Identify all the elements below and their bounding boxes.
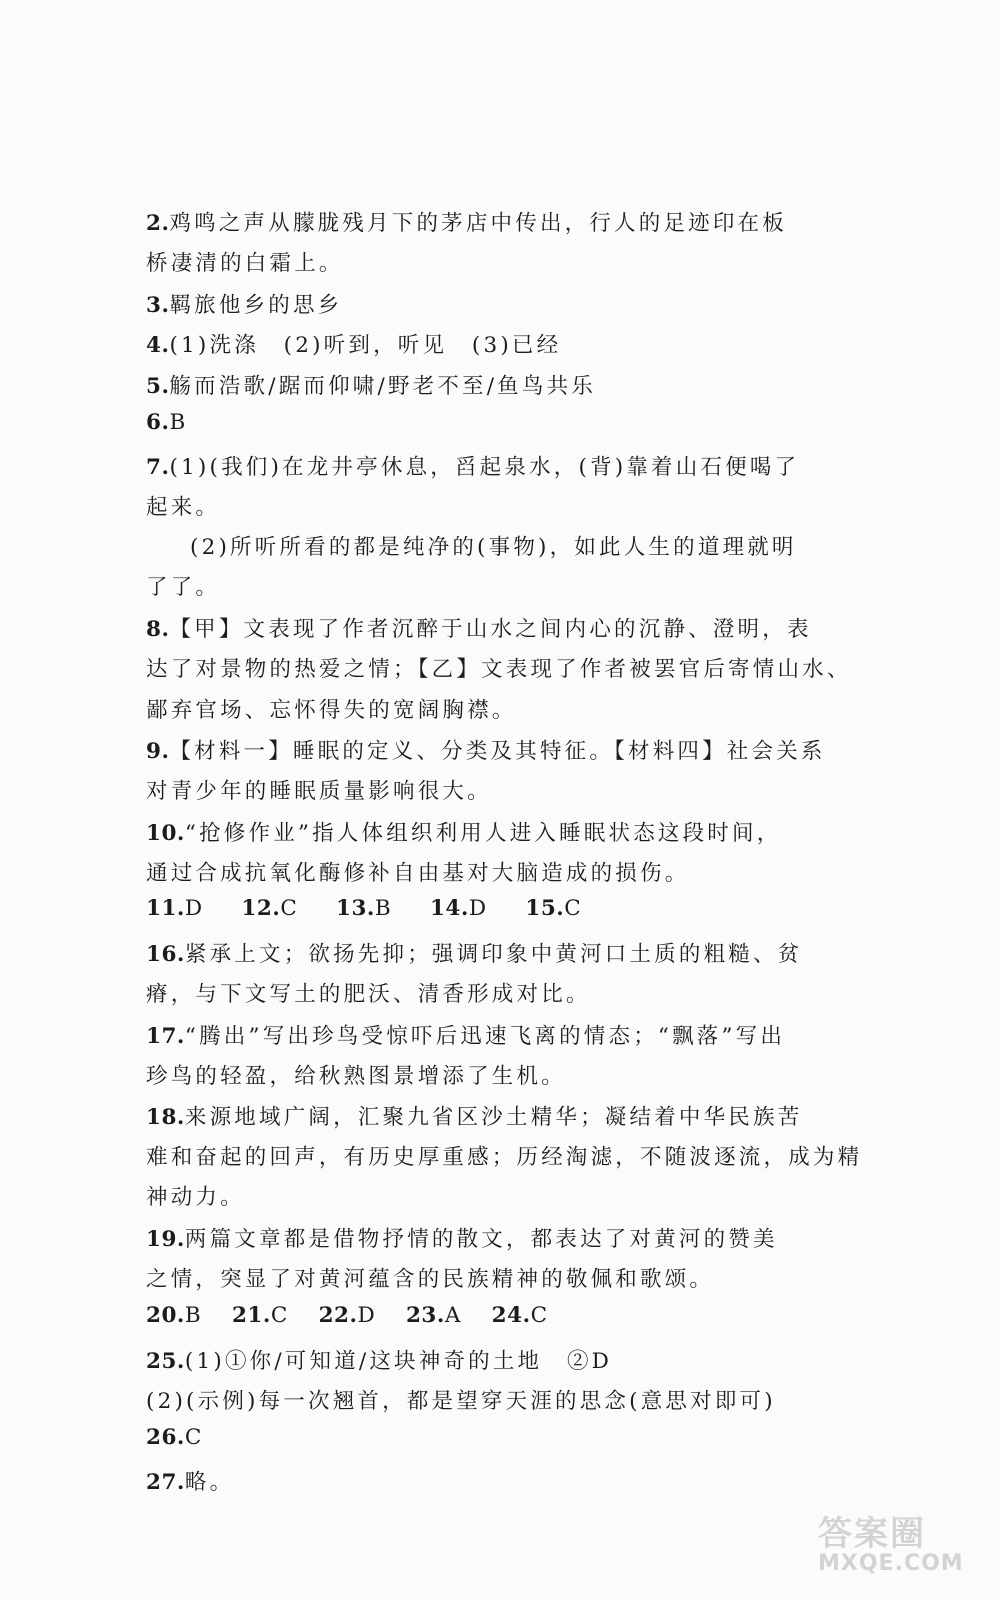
answer-18-line-3: 神动力。 (146, 1185, 245, 1210)
answer-3: 3.羁旅他乡的思乡 (146, 293, 343, 318)
answer-8-line-3: 鄙弃官场、忘怀得失的宽阔胸襟。 (146, 698, 517, 723)
answer-19-line-2: 之情，突显了对黄河蕴含的民族精神的敬佩和歌颂。 (146, 1267, 715, 1292)
answer-25-line-2: (2)(示例)每一次翘首，都是望穿天涯的思念(意思对即可) (146, 1389, 776, 1414)
answer-17-line-1: 17.“腾出”写出珍鸟受惊吓后迅速飞离的情态；“飘落”写出 (146, 1024, 786, 1049)
answer-25-line-1: 25.(1)①你/可知道/这块神奇的土地 ②D (146, 1349, 613, 1374)
answer-4: 4.(1)洗涤 (2)听到，听见 (3)已经 (146, 333, 562, 358)
watermark-logo: 答案圈 MXQE.COM (818, 1514, 964, 1576)
answer-8-line-1: 8.【甲】文表现了作者沉醉于山水之间内心的沉静、澄明，表 (146, 617, 812, 642)
answer-7-line-1: 7.(1)(我们)在龙井亭休息，舀起泉水，(背)靠着山石便喝了 (146, 455, 800, 480)
answer-9-line-1: 9.【材料一】睡眠的定义、分类及其特征。【材料四】社会关系 (146, 739, 826, 764)
answer-17-line-2: 珍鸟的轻盈，给秋熟图景增添了生机。 (146, 1064, 566, 1089)
answer-9-line-2: 对青少年的睡眠质量影响很大。 (146, 779, 492, 804)
answer-2-line-2: 桥凄清的白霜上。 (146, 251, 344, 276)
answer-10-line-1: 10.“抢修作业”指人体组织利用人进入睡眠状态这段时间， (146, 821, 782, 846)
answer-8-line-2: 达了对景物的热爱之情；【乙】文表现了作者被罢官后寄情山水、 (146, 657, 852, 682)
answer-7-line-4: 了了。 (146, 575, 221, 600)
answer-18-line-2: 难和奋起的回声，有历史厚重感；历经淘滤，不随波逐流，成为精 (146, 1145, 863, 1170)
answer-19-line-1: 19.两篇文章都是借物抒情的散文，都表达了对黄河的赞美 (146, 1227, 778, 1252)
answer-16-line-2: 瘠，与下文写土的肥沃、清香形成对比。 (146, 982, 591, 1007)
answer-7-line-2: 起来。 (146, 495, 221, 520)
answer-26: 26.C (146, 1425, 205, 1450)
answer-5: 5.觞而浩歌/踞而仰啸/野老不至/鱼鸟共乐 (146, 374, 596, 399)
answer-7-line-3: (2)所听所看的都是纯净的(事物)，如此人生的道理就明 (190, 535, 797, 560)
answer-16-line-1: 16.紧承上文；欲扬先抑；强调印象中黄河口土质的粗糙、贫 (146, 942, 803, 967)
answer-27: 27.略。 (146, 1470, 235, 1495)
answers-20-24: 20.B 21.C 22.D 23.A 24.C (146, 1303, 551, 1328)
answers-11-15: 11.D 12.C 13.B 14.D 15.C (146, 896, 584, 921)
answer-10-line-2: 通过合成抗氧化酶修补自由基对大脑造成的损伤。 (146, 861, 690, 886)
answer-2-line-1: 2.鸡鸣之声从朦胧残月下的茅店中传出，行人的足迹印在板 (146, 211, 787, 236)
answer-18-line-1: 18.来源地域广阔，汇聚九省区沙土精华；凝结着中华民族苦 (146, 1105, 803, 1130)
answer-6: 6.B (146, 410, 189, 435)
